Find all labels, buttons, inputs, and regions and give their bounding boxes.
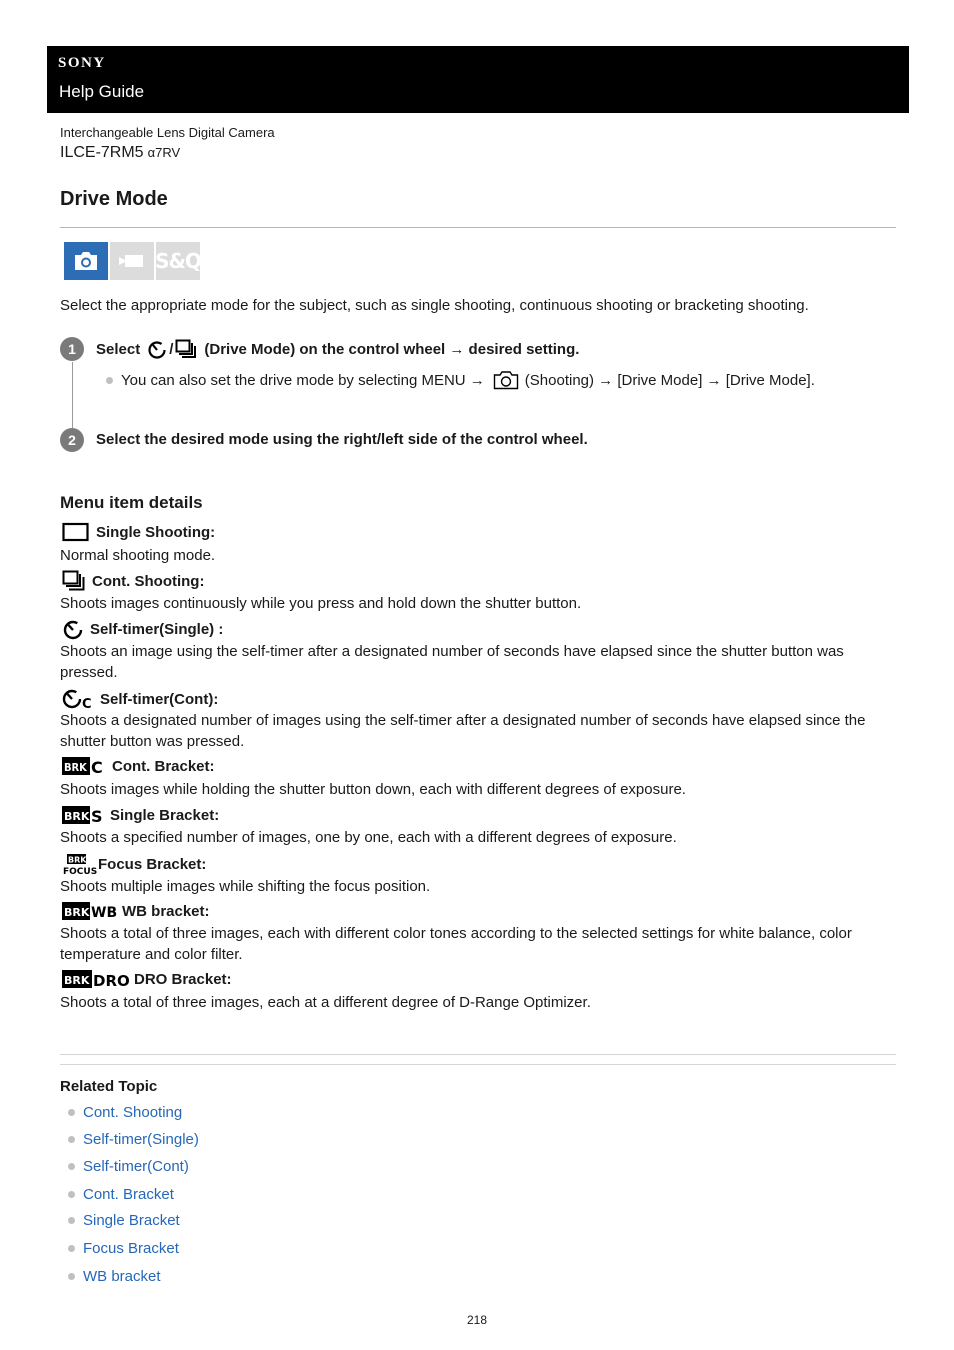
icon-letters-focus: FOCUS	[63, 867, 98, 877]
icon-letter: S	[91, 807, 103, 826]
link-wb-bracket[interactable]: WB bracket	[83, 1268, 161, 1285]
single-shooting-heading: Single Shooting:	[62, 522, 215, 542]
cont-shooting-icon	[62, 570, 86, 592]
link-cont-shooting[interactable]: Cont. Shooting	[83, 1104, 183, 1121]
related-divider-bottom	[60, 1064, 896, 1065]
icon-letters-wb: WB	[91, 905, 118, 921]
single-bracket-heading: BRK S Single Bracket:	[64, 806, 220, 826]
camera-type: Interchangeable Lens Digital Camera	[60, 125, 275, 140]
icon-letter: C	[82, 697, 92, 712]
bullet	[68, 1109, 75, 1116]
model-alias: α7RV	[147, 145, 181, 160]
title-divider	[60, 227, 896, 228]
focus-bracket-heading: BRK FOCUS Focus Bracket:	[62, 853, 206, 875]
help-guide-label: Help Guide	[59, 82, 145, 101]
movie-mode-icon	[110, 242, 154, 280]
page-title: Drive Mode	[60, 188, 168, 210]
self-timer-cont-heading: C Self-timer(Cont):	[62, 688, 218, 710]
bullet	[68, 1136, 75, 1143]
cont-bracket-desc: Shoots images while holding the shutter button down, each with different degrees of exposure.	[60, 781, 686, 798]
icon-letters: BRK	[64, 761, 87, 774]
single-bracket-icon	[62, 805, 104, 825]
step-1-text: Select / (Drive Mode) on the control wheel → desired setting.	[96, 340, 580, 358]
intro-text: Select the appropriate mode for the subject, such as single shooting, continuous shooting or bracketing shooting.	[60, 297, 809, 314]
header-bar	[47, 46, 909, 113]
icon-letters-dro: DRO	[93, 972, 130, 990]
related-item	[68, 1131, 199, 1148]
dro-bracket-icon	[62, 969, 128, 989]
cont-shooting-icon	[175, 339, 197, 359]
bullet	[68, 1191, 75, 1198]
self-timer-cont-icon	[62, 688, 94, 710]
wb-bracket-heading: BRK WB WB bracket:	[64, 902, 210, 921]
self-timer-icon	[62, 618, 84, 640]
photo-mode-icon	[64, 242, 108, 280]
step-1-number: 1	[60, 337, 84, 361]
focus-bracket-icon	[62, 853, 98, 877]
icon-letters: BRK	[64, 906, 90, 919]
focus-bracket-desc: Shoots multiple images while shifting the focus position.	[60, 878, 431, 895]
sony-logo: SONY	[58, 55, 106, 71]
bullet	[68, 1217, 75, 1224]
bullet	[68, 1163, 75, 1170]
drive-mode-note: You can also set the drive mode by selecting MENU → (Shooting) → [Drive Mode] → [Drive Mode].	[106, 370, 815, 390]
model-number: ILCE-7RM5	[60, 144, 144, 161]
related-item	[68, 1158, 189, 1175]
related-item	[68, 1104, 182, 1121]
page-number: 218	[466, 1313, 488, 1327]
cont-bracket-heading: BRK C Cont. Bracket:	[64, 757, 215, 777]
step-connector	[72, 362, 73, 428]
link-single-bracket[interactable]: Single Bracket	[83, 1212, 180, 1229]
single-bracket-desc: Shoots a specified number of images, one by one, each with a different degrees of exposure.	[60, 829, 677, 846]
self-timer-cont-desc: Shoots a designated number of images using the self-timer after a designated number of seconds have elapsed since the shutter button was pressed.	[60, 712, 866, 750]
menu-details-heading: Menu item details	[60, 493, 203, 512]
wb-bracket-icon	[62, 901, 116, 921]
related-item	[68, 1268, 161, 1285]
step-2-number: 2	[60, 428, 84, 452]
dro-bracket-desc: Shoots a total of three images, each at a different degree of D-Range Optimizer.	[60, 994, 591, 1011]
icon-letters: BRK	[68, 855, 87, 865]
bullet	[68, 1273, 75, 1280]
camera-menu-icon	[493, 370, 519, 390]
related-item	[68, 1186, 174, 1203]
step-2-text: Select the desired mode using the right/left side of the control wheel.	[96, 430, 588, 448]
link-self-timer-cont[interactable]: Self-timer(Cont)	[83, 1158, 189, 1175]
self-timer-icon	[147, 339, 167, 359]
link-focus-bracket[interactable]: Focus Bracket	[83, 1240, 179, 1257]
related-item	[68, 1240, 179, 1257]
cont-shooting-desc: Shoots images continuously while you press and hold down the shutter button.	[60, 595, 582, 612]
cont-shooting-heading: Cont. Shooting:	[62, 570, 204, 592]
single-shooting-desc: Normal shooting mode.	[60, 547, 216, 564]
self-timer-single-desc: Shoots an image using the self-timer after a designated number of seconds have elapsed since the shutter button was pressed.	[60, 643, 844, 681]
related-topic-heading: Related Topic	[60, 1078, 158, 1095]
icon-letter: C	[91, 758, 103, 777]
bullet	[68, 1245, 75, 1252]
self-timer-single-heading: Self-timer(Single) :	[62, 618, 223, 640]
dro-bracket-heading: BRK DRO DRO Bracket:	[64, 970, 232, 990]
related-item	[68, 1212, 180, 1229]
sq-mode-icon: S&Q	[156, 242, 200, 280]
icon-letters: BRK	[64, 810, 90, 823]
bullet	[106, 377, 113, 384]
link-cont-bracket[interactable]: Cont. Bracket	[83, 1186, 174, 1203]
wb-bracket-desc: Shoots a total of three images, each with different color tones according to the selected settings for white balance, color temperature and color filter.	[60, 925, 852, 963]
shooting-mode-icons	[64, 242, 200, 280]
link-self-timer-single[interactable]: Self-timer(Single)	[83, 1131, 199, 1148]
single-shooting-icon	[62, 522, 90, 542]
camera-model	[60, 144, 180, 162]
cont-bracket-icon	[62, 756, 106, 776]
icon-letters: BRK	[64, 974, 90, 987]
related-divider-top	[60, 1054, 896, 1055]
